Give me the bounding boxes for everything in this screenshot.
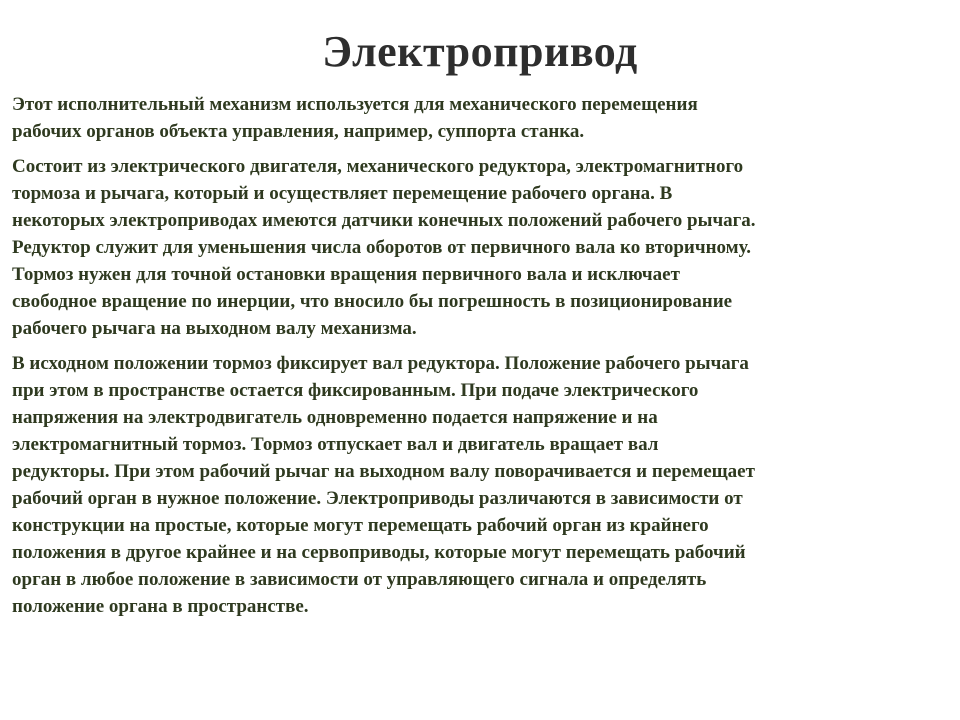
text-line: В исходном положении тормоз фиксирует вал редуктора. Положение рабочего рычага	[12, 353, 749, 374]
text-line: Этот исполнительный механизм используется для механического перемещения	[12, 94, 698, 115]
text-line: положения в другое крайнее и на сервоприводы, которые могут перемещать рабочий	[12, 542, 746, 563]
text-line: тормоза и рычага, который и осуществляет перемещение рабочего органа. В	[12, 183, 673, 204]
text-line: орган в любое положение в зависимости от управляющего сигнала и определять	[12, 569, 707, 590]
text-line: положение органа в пространстве.	[12, 596, 309, 617]
paragraph-composition	[12, 153, 950, 342]
text-line: рабочий орган в нужное положение. Электроприводы различаются в зависимости от	[12, 488, 743, 509]
paragraph-operation	[12, 350, 950, 620]
text-line: при этом в пространстве остается фиксированным. При подаче электрического	[12, 380, 699, 401]
text-line: Тормоз нужен для точной остановки вращения первичного вала и исключает	[12, 264, 680, 285]
text-line: рабочих органов объекта управления, например, суппорта станка.	[12, 121, 585, 142]
text-line: Состоит из электрического двигателя, механического редуктора, электромагнитного	[12, 156, 744, 177]
text-line: Редуктор служит для уменьшения числа оборотов от первичного вала ко вторичному.	[12, 237, 751, 258]
text-line: электромагнитный тормоз. Тормоз отпускает вал и двигатель вращает вал	[12, 434, 659, 455]
text-line: напряжения на электродвигатель одновременно подается напряжение и на	[12, 407, 658, 428]
text-line: редукторы. При этом рабочий рычаг на выходном валу поворачивается и перемещает	[12, 461, 755, 482]
text-line: свободное вращение по инерции, что вносило бы погрешность в позиционирование	[12, 291, 733, 312]
paragraph-intro	[12, 91, 950, 145]
slide-title: Электропривод	[322, 27, 638, 76]
slide-body	[12, 91, 950, 628]
text-line: некоторых электроприводах имеются датчики конечных положений рабочего рычага.	[12, 210, 756, 231]
text-line: рабочего рычага на выходном валу механизма.	[12, 318, 417, 339]
text-line: конструкции на простые, которые могут перемещать рабочий орган из крайнего	[12, 515, 709, 536]
